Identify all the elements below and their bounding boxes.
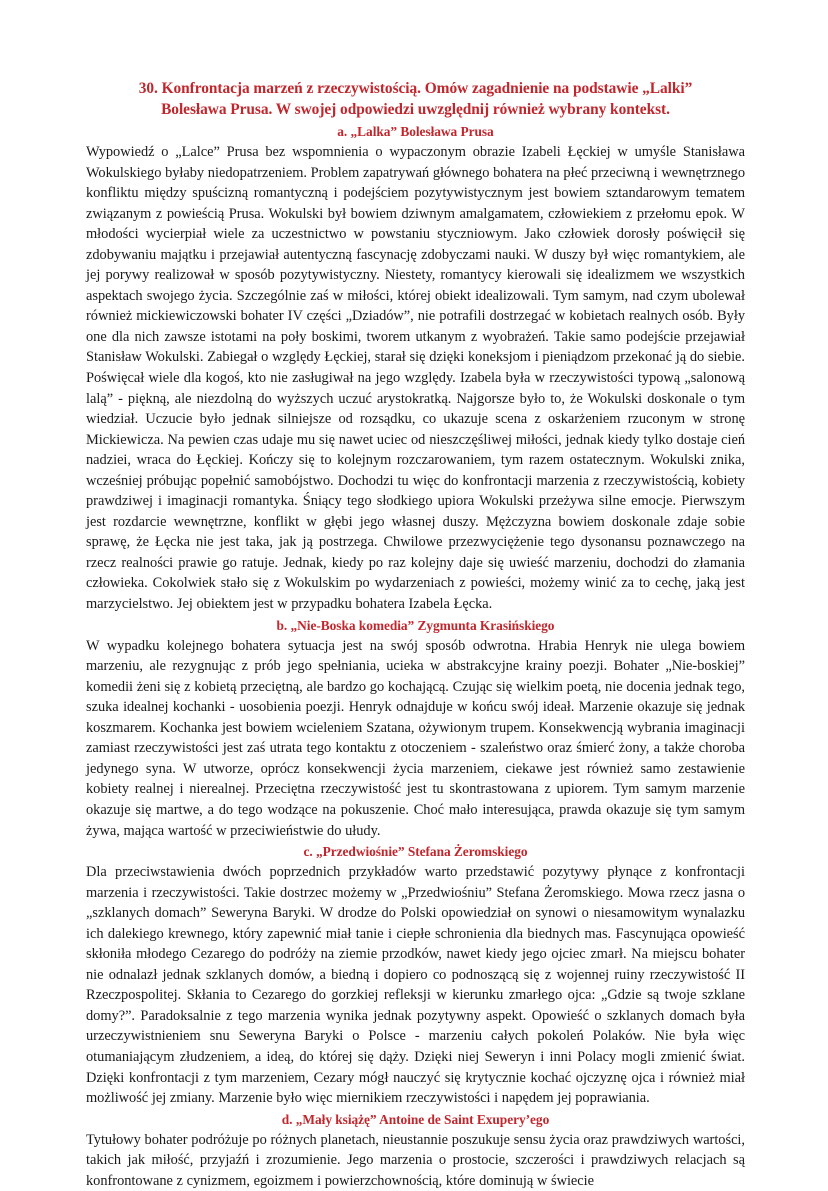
section-body-c: Dla przeciwstawienia dwóch poprzednich przykładów warto przedstawić pozytywy płynące z konfrontacji marzenia i rzeczywistości. Takie dostrzec możemy w „Przedwiośniu” Stefana Żeromskiego. Mowa rzecz jasna o „szklanych domach” Seweryna Baryki. W drodze do Polski opowiedział on synowi o niesamowitym wynalazku ich dalekiego krewnego, który zapewnić miał tanie i ciepłe schronienia dla biednych mas. Fascynująca opowieść skłoniła młodego Cezarego do podróży na ziemie przodków, nawet kiedy jego ojciec zmarł. Na miejscu bohater nie odnalazł jednak szklanych domów, a biedną i dopiero co podnoszącą się z wojennej ruiny rzeczywistość II Rzeczpospolitej. Skłania to Cezarego do gorzkiej refleksji w kierunku zmarłego ojca: „Gdzie są twoje szklane domy?”. Paradoksalnie z tego marzenia wynika jednak pozytywny aspekt. Opowieść o szklanych domach była urzeczywistnieniem snu Seweryna Baryki o Polsce - marzeniu całych pokoleń Polaków. Nie była więc otumaniającym złudzeniem, a ideą, do której się dąży. Dzięki niej Seweryn i inni Polacy mogli zmienić świat. Dzięki konfrontacji z tym marzeniem, Cezary mógł nauczyć się krytycznie kochać ojczyznę ojca i również miał możliwość jej zmiany. Marzenie było więc miernikiem rzeczywistości i napędem jej poprawiania. xyxy=(86,864,745,1107)
section-heading-b: b. „Nie-Boska komedia” Zygmunta Krasińskiego xyxy=(276,617,555,633)
section-heading-d: d. „Mały książę” Antoine de Saint Exupery’ego xyxy=(281,1111,550,1127)
page-title-line-2: Bolesława Prusa. W swojej odpowiedzi uwzględnij również wybrany kontekst. xyxy=(161,101,670,118)
page-title xyxy=(86,78,745,120)
page-title-line-1: 30. Konfrontacja marzeń z rzeczywistością. Omów zagadnienie na podstawie „Lalki” xyxy=(138,80,693,97)
section-body-b: W wypadku kolejnego bohatera sytuacja jest na swój sposób odwrotna. Hrabia Henryk nie ulega bowiem marzeniu, ale rezygnując z prób jego spełniania, ucieka w abstrakcyjne krainy poezji. Bohater „Nie-boskiej” komedii żeni się z kobietą przeciętną, ale bardzo go kochającą. Czując się wielkim poetą, nie docenia jednak tego, szuka idealnej kochanki - uosobienia poezji. Henryk odnajduje w końcu swój ideał. Marzenie okazuje się jednak koszmarem. Kochanka jest bowiem wcieleniem Szatana, ożywionym trupem. Konsekwencją wybrania imaginacji zamiast rzeczywistości jest zaś utrata tego kontaktu z otoczeniem - szaleństwo oraz śmierć żony, a także choroba jedynego syna. W utworze, oprócz konsekwencji życia marzeniem, ciekawe jest również samo zestawienie kobiety realnej i nierealnej. Przeciętna rzeczywistość jest tu skontrastowana z upiorem. Tym samym marzenie okazuje się martwe, a do tego wodzące na pokuszenie. Choć mało interesująca, prawda okazuje się tym samym żywa, mająca wartość w przeciwieństwie do ułudy. xyxy=(86,637,745,839)
section-body-d: Tytułowy bohater podróżuje po różnych planetach, nieustannie poszukuje sensu życia oraz prawdziwych wartości, takich jak miłość, przyjaźń i zrozumienie. Jego marzenia o prostocie, szczerości i prawdziwych relacjach są konfrontowane z cynizmem, egoizmem i powierzchownością, które dominują w świecie xyxy=(86,1131,745,1189)
section-body-a: Wypowiedź o „Lalce” Prusa bez wspomnienia o wypaczonym obrazie Izabeli Łęckiej w umyśle Stanisława Wokulskiego byłaby niedopatrzeniem. Problem zapatrywań głównego bohatera na płeć przeciwną i wewnętrznego konfliktu między spuścizną romantyczną i podejściem pozytywistycznym jest bowiem sztandarowym tematem związanym z powieścią Prusa. Wokulski był bowiem dziwnym amalgamatem, człowiekiem z przełomu epok. W młodości wycierpiał wiele za uczestnictwo w powstaniu styczniowym. Jako człowiek dorosły poświęcił się zdobywaniu majątku i przejawiał autentyczną fascynację zdobyczami nauki. W duszy był więc romantykiem, ale jej porywy realizował w sposób pozytywistyczny. Niestety, romantycy kierowali się idealizmem we wszystkich aspektach swojego życia. Szczególnie zaś w miłości, której obiekt idealizowali. Tym samym, nad czym ubolewał również mickiewiczowski bohater IV części „Dziadów”, nie potrafili dostrzegać w kobietach realnych osób. Były one dla nich zawsze istotami na poły boskimi, tworem utkanym z wyobrażeń. Takie samo podejście przejawiał Stanisław Wokulski. Zabiegał o względy Łęckiej, starał się dzięki koneksjom i pieniądzom przekonać ją do siebie. Poświęcał wiele dla kogoś, kto nie zasługiwał na jego względy. Izabela była w rzeczywistości typową „salonową lalą” - piękną, ale niezdolną do wyższych uczuć arystokratką. Najgorsze było to, że Wokulski doskonale o tym wiedział. Uczucie było jednak silniejsze od rozsądku, co ukazuje scena z oskarżeniem rzuconym w stronę Mickiewicza. Na pewien czas udaje mu się nawet uciec od nieszczęśliwej miłości, jednak kiedy tylko dostaje cień nadziei, wraca do Łęckiej. Kończy się to kolejnym rozczarowaniem, tym razem ostatecznym. Wokulski znika, wcześniej próbując popełnić samobójstwo. Dochodzi tu więc do konfrontacji marzenia z rzeczywistością, kobiety prawdziwej i imaginacji romantyka. Śniący tego słodkiego upiora Wokulski przeżywa silne emocje. Pierwszym jest rozdarcie wewnętrzne, konflikt w głębi jego własnej duszy. Mężczyzna bowiem doskonale zdaje sobie sprawę, że Łęcka nie jest taka, jak ją postrzega. Chwilowe przezwyciężenie tego dysonansu poznawczego na rzecz realności prawie go ratuje. Jednak, kiedy po raz kolejny daje się uwieść marzeniu, dochodzi do złamania człowieka. Cokolwiek stało się z Wokulskim po wydarzeniach z powieści, możemy winić za to cechę, jaką jest marzycielstwo. Jej obiektem jest w przypadku bohatera Izabela Łęcka. xyxy=(86,144,745,613)
section-heading-c: c. „Przedwiośnie” Stefana Żeromskiego xyxy=(303,844,528,860)
section-heading-a: a. „Lalka” Bolesława Prusa xyxy=(337,124,494,139)
